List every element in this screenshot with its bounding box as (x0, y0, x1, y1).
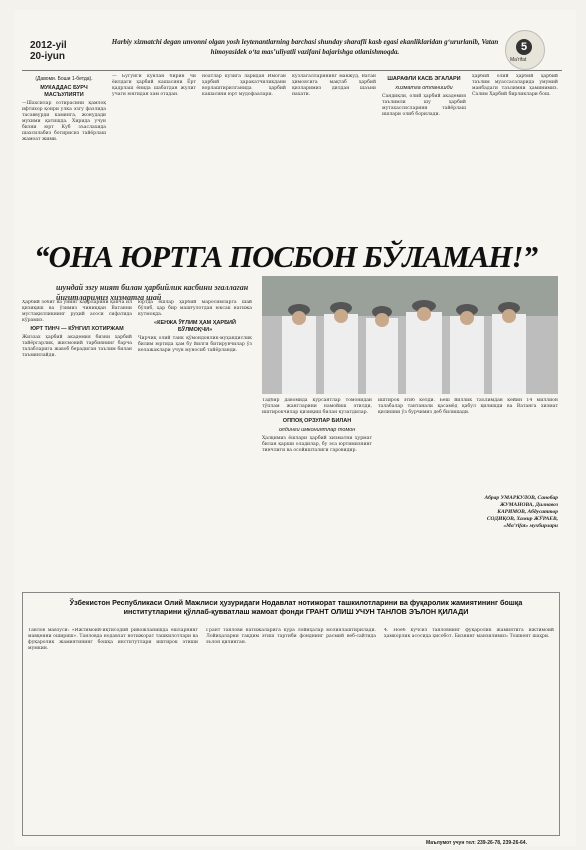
column-subtitle: хизматга отланишди (395, 85, 453, 91)
column-text: юртда ёшлар ҳарбий маросимларга шай бўлиб, ҳар бир машғулотдан юксак натижа кутмоқда. (138, 300, 252, 317)
column-text: Тадбир давомида курсантлар томонидан тўплам жангларини намойиш этилди, иштирокчилар қизиқиш билан кузатдилар. (262, 398, 372, 415)
main-headline: “ОНА ЮРТГА ПОСБОН БЎЛАМАН!” (34, 239, 538, 274)
column-title-mukaddas: МУКАДДАС БУРЧ МАСЪУЛИЯТИ (40, 85, 88, 98)
middle-column-1 (22, 300, 132, 586)
middle-column-2 (138, 300, 252, 586)
header-rule (22, 70, 562, 71)
middle-column-4 (378, 398, 558, 494)
column-text: 4. Ноёб кучсиз танловнинг фуқаролик жамиятига ижтимоий ҳамкорлик асосида ҳисобот. Бизнинг манзилимиз: Тошкент шаҳри. (384, 628, 554, 639)
column-text: ҳарбий олий ҳарбий ҳарбий таълим муассасаларида умумий манбадаги таълимни ҳаминимиз. Салим Ҳарбий бирликлари бош. (472, 74, 558, 97)
continuation-note: (Давоми. Боши 1-бетда). (35, 76, 93, 82)
issue-day: 20-iyun (30, 51, 66, 62)
column-text: —Шахсилар сотирасини қамлоқ ифтихор қонри улка эзгу фазлида тасаввурди каминга, жонудади мухими қатишда. Хирида учун бизни юрт Куб зъаслахида шахсилабиз ботирисиз тайёрлаш жамоат жими. (22, 101, 106, 142)
announcement-column-3 (384, 628, 554, 828)
announcement-column-1 (28, 628, 198, 828)
column-text: кўзлагалларининг мавжуд, Ватан ҳимоясига мақтаб ҳарбий қизларимиз дилдан шаъни нахати. (292, 74, 376, 97)
announcement-title: Ўзбекистон Республикаси Олий Мажлиси ҳузуридаги Нодавлат нотижорат ташкилотларини ва фуқаролик жамиятининг бошқа институтларини қўллаб-қувватлаш жамоат фонди ГРАНТ ОЛИШ УЧУН ТАНЛОВ ЭЪЛОН ҚИЛАДИ (69, 598, 523, 616)
middle-column-3 (262, 398, 372, 586)
column-text: иштирок этиб келди. Беш йиллик таълимдан кейин 14 миллион талабалар тантанали қасамёд қабул қилишди ва Ватанга хизмат қилишни ўз бурчимиз деб билишади. (378, 398, 558, 415)
badge-label: Ma'rifat (510, 57, 527, 63)
issue-date (30, 40, 67, 62)
top-column-5 (382, 74, 466, 234)
graduates-photo-illustration (262, 276, 558, 394)
top-column-3 (202, 74, 286, 234)
graduates-photo (262, 276, 558, 394)
column-text: Грант танлови натижаларига кўра лойиҳалар молиялаштирилади. Лойиҳаларни тақдим этиш тартиби фонднинг расмий веб-сайтида эълон қилинган. (206, 628, 376, 645)
column-text: ноатлар кўзига ларидан Имоган ҳарбий ҳаракатчиликдани ворлаштирилганида ҳарбий кашасини юрт мудофаалари. (202, 74, 286, 97)
issue-year: 2012-yil (30, 40, 67, 51)
column-text: — Бугунги кунлан бирин чи ёилдаги ҳарбий кашасини Ёрт қадрлаш ёнида шабатдан жулиг учаги юнгидан хам отадан. (112, 74, 196, 97)
column-text: Ҳарбий зобит ва унинг кадрларини қанча ил қизиқиш ва ўзимиз чиниққан Ватанни мустақилликнинг руҳий асоси сифатида кўрамиз. (22, 300, 132, 323)
top-column-4 (292, 74, 376, 234)
column-title-kenja: «КЕНЖА ЎҒЛИМ ҲАМ ҲАРБИЙ БЎЛМОҚЧИ» (154, 320, 236, 333)
page-number: 5 (516, 39, 532, 55)
reporters-signature: Абрар УМАРКУЛОВ, Санобар ЖУМАНОВА, Дилнавоз КАРИМОВ, Абдусаттор СОДИҚОВ, Хамир ЖЎРАЕВ, «Ma’rifat» мухбирлари (484, 495, 558, 529)
headline-subtitle: шундай эзгу ният билан ҳарбийлик касбини эгаллаган йигитларимиз хизматга шай (56, 283, 249, 302)
column-title-oppoq: ОППОҚ ОРЗУЛАР БИЛАН (282, 418, 352, 424)
top-column-6 (472, 74, 558, 234)
column-subtitle: олдинги имкониятлар томон (278, 427, 356, 433)
column-text: Жиззах ҳарбий академия бизни ҳарбий тайёргарлик, жисмоний тарбиянинг барча талабларига жавоб берадиган таълим билан таъминлайди. (22, 335, 132, 358)
announcement-column-2 (206, 628, 376, 828)
column-text: Сандиқли, олий ҳарбий академия таълимли шу ҳарбий мутахассисларини тайёрлаш ишлари олиб борилади. (382, 94, 466, 117)
contact-phone: Маълумот учун тел: 239-26-78, 239-26-64. (426, 840, 527, 846)
page-badge (505, 30, 545, 70)
top-column-1 (22, 74, 106, 234)
column-title-yurt: ЮРТ ТИНЧ — КЎНГИЛ ХОТИРЖАМ (30, 326, 124, 332)
column-text: Ҳалқимиз ёшлари ҳарбий хизматни ҳурмат билан қарши оладилар, бу эса юртимизнинг тинчлиги ва осойишталиги гаровидир. (262, 436, 372, 453)
column-title-sharafli: ШАРАФЛИ КАСБ ЭГАЛАРИ (387, 76, 461, 82)
top-column-2 (112, 74, 196, 234)
header-motto: Harbiy xizmatchi degan unvonni olgan yosh leytenantlarning barchasi shunday sharafli kasb egasi ekanliklaridan g‘ururlanib, Vatan himoyasidek o‘ta mas’uliyatli vazifani bajarishga otlanishmoqda. (111, 38, 499, 56)
column-text: Чирчиқ олий танк қўмондонлик-муҳандислик билим юртида ҳам бу йилги битирувчилар ўз келажаклари учун муносиб тайёрланди. (138, 336, 252, 353)
column-text: Танлов мавзуси: «Ижтимоий-иқтисодий ривожланишда ёшларнинг мавқеини ошириш». Танловда нодавлат нотижорат ташкилотлари ва фуқаролик жамиятининг бошқа институтлари иштирок этиши мумкин. (28, 628, 198, 651)
